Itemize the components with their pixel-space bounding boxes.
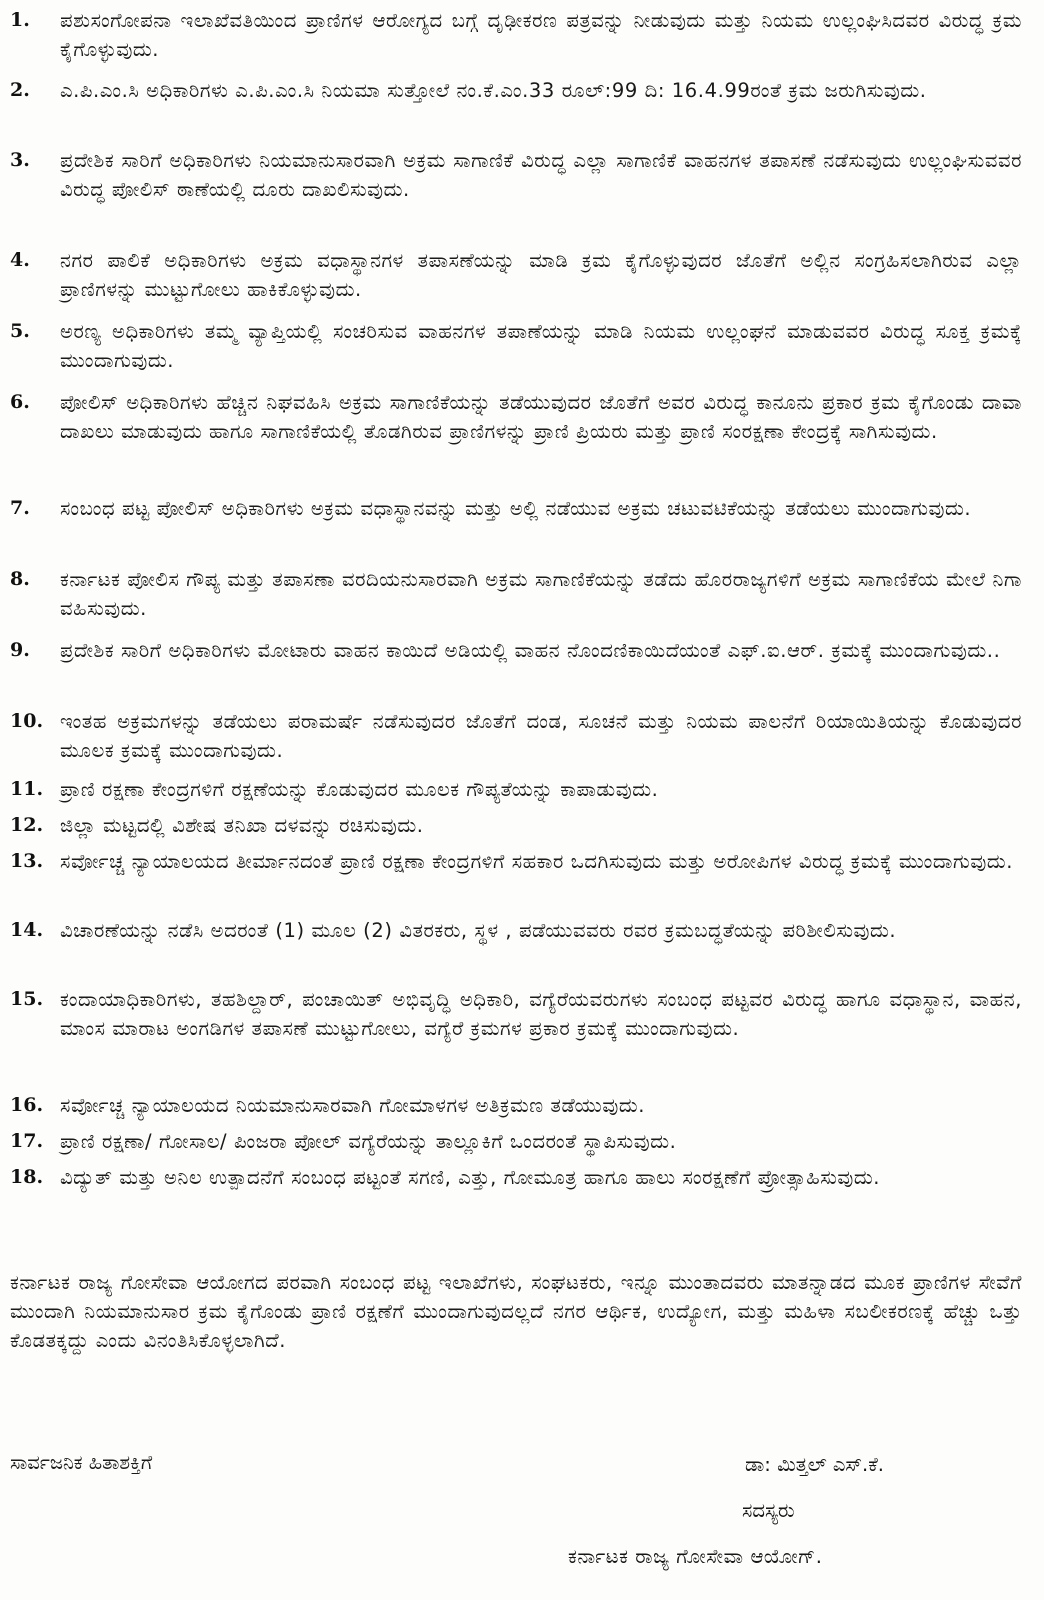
item-text: ಅರಣ್ಯ ಅಧಿಕಾರಿಗಳು ತಮ್ಮ ವ್ಯಾಪ್ತಿಯಲ್ಲಿ ಸಂಚರಿಸುವ ವಾಹನಗಳ ತಪಾಣೆಯನ್ನು ಮಾಡಿ ನಿಯಮ ಉಲ್ಲಂಘನೆ ಮಾಡುವವರ ವಿರುದ್ಧ ಸೂಕ್ತ ಕ್ರಮಕ್ಕೆ ಮುಂದಾಗುವುದು. bbox=[60, 320, 1022, 372]
item-number: 10. bbox=[10, 710, 44, 732]
item-number: 12. bbox=[10, 814, 44, 836]
item-number: 3. bbox=[10, 149, 30, 171]
list-item bbox=[0, 707, 1044, 775]
item-text: ಪಶುಸಂಗೋಪನಾ ಇಲಾಖೆವತಿಯಿಂದ ಪ್ರಾಣಿಗಳ ಆರೋಗ್ಯದ ಬಗ್ಗೆ ದೃಢೀಕರಣ ಪತ್ರವನ್ನು ನೀಡುವುದು ಮತ್ತು ನಿಯಮ ಉಲ್ಲಂಘಿಸಿದವರ ವಿರುದ್ಧ ಕ್ರಮ ಕೈಗೊಳ್ಳುವುದು. bbox=[60, 9, 1022, 61]
item-text: ಕಂದಾಯಾಧಿಕಾರಿಗಳು, ತಹಶಿಲ್ದಾರ್, ಪಂಚಾಯಿತ್ ಅಭಿವೃದ್ಧಿ ಅಧಿಕಾರಿ, ವಗ್ಯೆರೆಯವರುಗಳು ಸಂಬಂಧ ಪಟ್ಟವರ ವಿರುದ್ಧ ಹಾಗೂ ವಧಾಸ್ಥಾನ, ವಾಹನ, ಮಾಂಸ ಮಾರಾಟ ಅಂಗಡಿಗಳ ತಪಾಸಣೆ ಮುಟ್ಟುಗೋಲು, ವಗ್ಯೆರೆ ಕ್ರಮಗಳ ಪ್ರಕಾರ ಕ್ರಮಕ್ಕೆ ಮುಂದಾಗುವುದು. bbox=[60, 988, 1022, 1040]
list-item bbox=[0, 811, 1044, 847]
signatory-name: ಡಾ: ಮಿತ್ತಲ್ ಎಸ್.ಕೆ. bbox=[745, 1453, 885, 1476]
item-number: 6. bbox=[10, 391, 30, 413]
item-text: ಪೋಲಿಸ್ ಅಧಿಕಾರಿಗಳು ಹೆಚ್ಚಿನ ನಿಘವಹಿಸಿ ಅಕ್ರಮ ಸಾಗಾಣಿಕೆಯನ್ನು ತಡೆಯುವುದರ ಜೊತೆಗೆ ಅವರ ವಿರುದ್ಧ ಕಾನೂನು ಪ್ರಕಾರ ಕ್ರಮ ಕೈಗೊಂಡು ದಾವಾ ದಾಖಲು ಮಾಡುವುದು ಹಾಗೂ ಸಾಗಾಣಿಕೆಯಲ್ಲಿ ತೊಡಗಿರುವ ಪ್ರಾಣಿಗಳನ್ನು ಪ್ರಾಣಿ ಪ್ರಿಯರು ಮತ್ತು ಪ್ರಾಣಿ ಸಂರಕ್ಷಣಾ ಕೇಂದ್ರಕ್ಕೆ ಸಾಗಿಸುವುದು. bbox=[60, 391, 1022, 443]
item-text: ಕರ್ನಾಟಕ ಪೋಲಿಸ ಗೌಪ್ಯ ಮತ್ತು ತಪಾಸಣಾ ವರದಿಯನುಸಾರವಾಗಿ ಅಕ್ರಮ ಸಾಗಾಣಿಕೆಯನ್ನು ತಡೆದು ಹೊರರಾಜ್ಯಗಳಿಗೆ ಅಕ್ರಮ ಸಾಗಾಣಿಕೆಯ ಮೇಲೆ ನಿಗಾ ವಹಿಸುವುದು. bbox=[60, 568, 1022, 620]
list-item bbox=[0, 146, 1044, 246]
list-item bbox=[0, 6, 1044, 76]
item-text: ನಗರ ಪಾಲಿಕೆ ಅಧಿಕಾರಿಗಳು ಅಕ್ರಮ ವಧಾಸ್ಥಾನಗಳ ತಪಾಸಣೆಯನ್ನು ಮಾಡಿ ಕ್ರಮ ಕೈಗೊಳ್ಳುವುದರ ಜೊತೆಗೆ ಅಲ್ಲಿನ ಸಂಗ್ರಹಿಸಲಾಗಿರುವ ಎಲ್ಲಾ ಪ್ರಾಣಿಗಳನ್ನು ಮುಟ್ಟುಗೋಲು ಹಾಕಿಕೊಳ್ಳುವುದು. bbox=[60, 249, 1022, 301]
item-text: ಇಂತಹ ಅಕ್ರಮಗಳನ್ನು ತಡೆಯಲು ಪರಾಮರ್ಷೆ ನಡೆಸುವುದರ ಜೊತೆಗೆ ದಂಡ, ಸೂಚನೆ ಮತ್ತು ನಿಯಮ ಪಾಲನೆಗೆ ರಿಯಾಯಿತಿಯನ್ನು ಕೊಡುವುದರ ಮೂಲಕ ಕ್ರಮಕ್ಕೆ ಮುಂದಾಗುವುದು. bbox=[60, 710, 1022, 762]
item-number: 11. bbox=[10, 778, 44, 800]
item-text: ಪ್ರಾಣಿ ರಕ್ಷಣಾ/ ಗೋಸಾಲ/ ಪಿಂಜರಾ ಪೋಲ್ ವಗ್ಯೆರೆಯನ್ನು ತಾಲ್ಲೂಕಿಗೆ ಒಂದರಂತೆ ಸ್ಥಾಪಿಸುವುದು. bbox=[60, 1130, 677, 1153]
list-item bbox=[0, 494, 1044, 565]
item-text: ಜಿಲ್ಲಾ ಮಟ್ಟದಲ್ಲಿ ವಿಶೇಷ ತನಿಖಾ ದಳವನ್ನು ರಚಿಸುವುದು. bbox=[60, 814, 424, 837]
closing-paragraph: ಕರ್ನಾಟಕ ರಾಜ್ಯ ಗೋಸೇವಾ ಆಯೋಗದ ಪರವಾಗಿ ಸಂಬಂಧ ಪಟ್ಟ ಇಲಾಖೆಗಳು, ಸಂಘಟಕರು, ಇನ್ನೂ ಮುಂತಾದವರು ಮಾತನ್ನಾಡದ ಮೂಕ ಪ್ರಾಣಿಗಳ ಸೇವೆಗೆ ಮುಂದಾಗಿ ನಿಯಮಾನುಸಾರ ಕ್ರಮ ಕೈಗೊಂಡು ಪ್ರಾಣಿ ರಕ್ಷಣೆಗೆ ಮುಂದಾಗುವುದಲ್ಲದೆ ನಗರ ಆರ್ಥಿಕ, ಉದ್ಯೋಗ, ಮತ್ತು ಮಹಿಳಾ ಸಬಲೀಕರಣಕ್ಕೆ ಹೆಚ್ಚು ಒತ್ತು ಕೊಡತಕ್ಕದ್ದು ಎಂದು ವಿನಂತಿಸಿಕೊಳ್ಳಲಾಗಿದೆ. bbox=[10, 1271, 1022, 1352]
item-text: ಸರ್ವೋಚ್ಚ ನ್ಯಾಯಾಲಯದ ನಿಯಮಾನುಸಾರವಾಗಿ ಗೋಮಾಳಗಳ ಅತಿಕ್ರಮಣ ತಡೆಯುವುದು. bbox=[60, 1094, 646, 1117]
item-number: 8. bbox=[10, 568, 30, 590]
item-number: 15. bbox=[10, 988, 44, 1010]
item-number: 13. bbox=[10, 850, 44, 872]
signatory-title: ಸದಸ್ಯರು bbox=[742, 1499, 795, 1522]
item-text: ಪ್ರದೇಶಿಕ ಸಾರಿಗೆ ಅಧಿಕಾರಿಗಳು ಮೋಟಾರು ವಾಹನ ಕಾಯಿದೆ ಅಡಿಯಲ್ಲಿ ವಾಹನ ನೊಂದಣಿಕಾಯಿದೆಯಂತೆ ಎಫ್.ಐ.ಆರ್. ಕ್ರಮಕ್ಕೆ ಮುಂದಾಗುವುದು.. bbox=[60, 639, 1001, 662]
list-item bbox=[0, 775, 1044, 811]
item-number: 4. bbox=[10, 249, 30, 271]
item-number: 16. bbox=[10, 1094, 44, 1116]
item-number: 1. bbox=[10, 9, 30, 31]
list-item bbox=[0, 565, 1044, 636]
item-number: 7. bbox=[10, 497, 30, 519]
signatory-organization: ಕರ್ನಾಟಕ ರಾಜ್ಯ ಗೋಸೇವಾ ಆಯೋಗ್. bbox=[568, 1545, 823, 1568]
item-number: 9. bbox=[10, 639, 30, 661]
directive-list bbox=[0, 6, 1044, 1233]
list-item bbox=[0, 1163, 1044, 1233]
list-item bbox=[0, 1127, 1044, 1163]
item-text: ಸರ್ವೋಚ್ಚ ನ್ಯಾಯಾಲಯದ ತೀರ್ಮಾನದಂತೆ ಪ್ರಾಣಿ ರಕ್ಷಣಾ ಕೇಂದ್ರಗಳಿಗೆ ಸಹಕಾರ ಒದಗಿಸುವುದು ಮತ್ತು ಅರೋಪಿಗಳ ವಿರುದ್ಧ ಕ್ರಮಕ್ಕೆ ಮುಂದಾಗುವುದು. bbox=[60, 850, 1014, 873]
item-number: 18. bbox=[10, 1166, 44, 1188]
item-number: 14. bbox=[10, 919, 44, 941]
list-item bbox=[0, 985, 1044, 1091]
item-number: 17. bbox=[10, 1130, 44, 1152]
salutation: ಸಾರ್ವಜನಿಕ ಹಿತಾಶಕ್ತಿಗೆ bbox=[10, 1451, 153, 1474]
item-text: ಪ್ರದೇಶಿಕ ಸಾರಿಗೆ ಅಧಿಕಾರಿಗಳು ನಿಯಮಾನುಸಾರವಾಗಿ ಅಕ್ರಮ ಸಾಗಾಣಿಕೆ ವಿರುದ್ಧ ಎಲ್ಲಾ ಸಾಗಾಣಿಕೆ ವಾಹನಗಳ ತಪಾಸಣೆ ನಡೆಸುವುದು ಉಲ್ಲಂಘಿಸುವವರ ವಿರುದ್ಧ ಪೋಲಿಸ್ ಠಾಣೆಯಲ್ಲಿ ದೂರು ದಾಖಲಿಸುವುದು. bbox=[60, 149, 1022, 201]
list-item bbox=[0, 76, 1044, 146]
list-item bbox=[0, 1091, 1044, 1127]
item-text: ಪ್ರಾಣಿ ರಕ್ಷಣಾ ಕೇಂದ್ರಗಳಿಗೆ ರಕ್ಷಣೆಯನ್ನು ಕೊಡುವುದರ ಮೂಲಕ ಗೌಪ್ಯತೆಯನ್ನು ಕಾಪಾಡುವುದು. bbox=[60, 778, 659, 801]
list-item bbox=[0, 317, 1044, 388]
item-text: ಎ.ಪಿ.ಎಂ.ಸಿ ಅಧಿಕಾರಿಗಳು ಎ.ಪಿ.ಎಂ.ಸಿ ನಿಯಮಾ ಸುತ್ತೋಲೆ ನಂ.ಕೆ.ಎಂ.33 ರೂಲ್:99 ದಿ: 16.4.99ರಂತೆ ಕ್ರಮ ಜರುಗಿಸುವುದು. bbox=[60, 79, 927, 102]
item-text: ವಿದ್ಯುತ್ ಮತ್ತು ಅನಿಲ ಉತ್ಪಾದನೆಗೆ ಸಂಬಂಧ ಪಟ್ಟಂತೆ ಸಗಣಿ, ಎತ್ತು, ಗೋಮೂತ್ರ ಹಾಗೂ ಹಾಲು ಸಂರಕ್ಷಣೆಗೆ ಪ್ರೋತ್ಸಾಹಿಸುವುದು. bbox=[60, 1166, 881, 1189]
item-text: ಸಂಬಂಧ ಪಟ್ಟ ಪೋಲಿಸ್ ಅಧಿಕಾರಿಗಳು ಅಕ್ರಮ ವಧಾಸ್ಥಾನವನ್ನು ಮತ್ತು ಅಲ್ಲಿ ನಡೆಯುವ ಅಕ್ರಮ ಚಟುವಟಿಕೆಯನ್ನು ತಡೆಯಲು ಮುಂದಾಗುವುದು. bbox=[60, 497, 972, 520]
item-number: 2. bbox=[10, 79, 30, 101]
item-text: ವಿಚಾರಣೆಯನ್ನು ನಡೆಸಿ ಅದರಂತೆ (1) ಮೂಲ (2) ವಿತರಕರು, ಸ್ಥಳ , ಪಡೆಯುವವರು ರವರ ಕ್ರಮಬದ್ಧತೆಯನ್ನು ಪರಿಶೀಲಿಸುವುದು. bbox=[60, 919, 897, 942]
list-item bbox=[0, 636, 1044, 707]
list-item bbox=[0, 847, 1044, 916]
list-item bbox=[0, 388, 1044, 494]
list-item bbox=[0, 246, 1044, 317]
list-item bbox=[0, 916, 1044, 985]
item-number: 5. bbox=[10, 320, 30, 342]
